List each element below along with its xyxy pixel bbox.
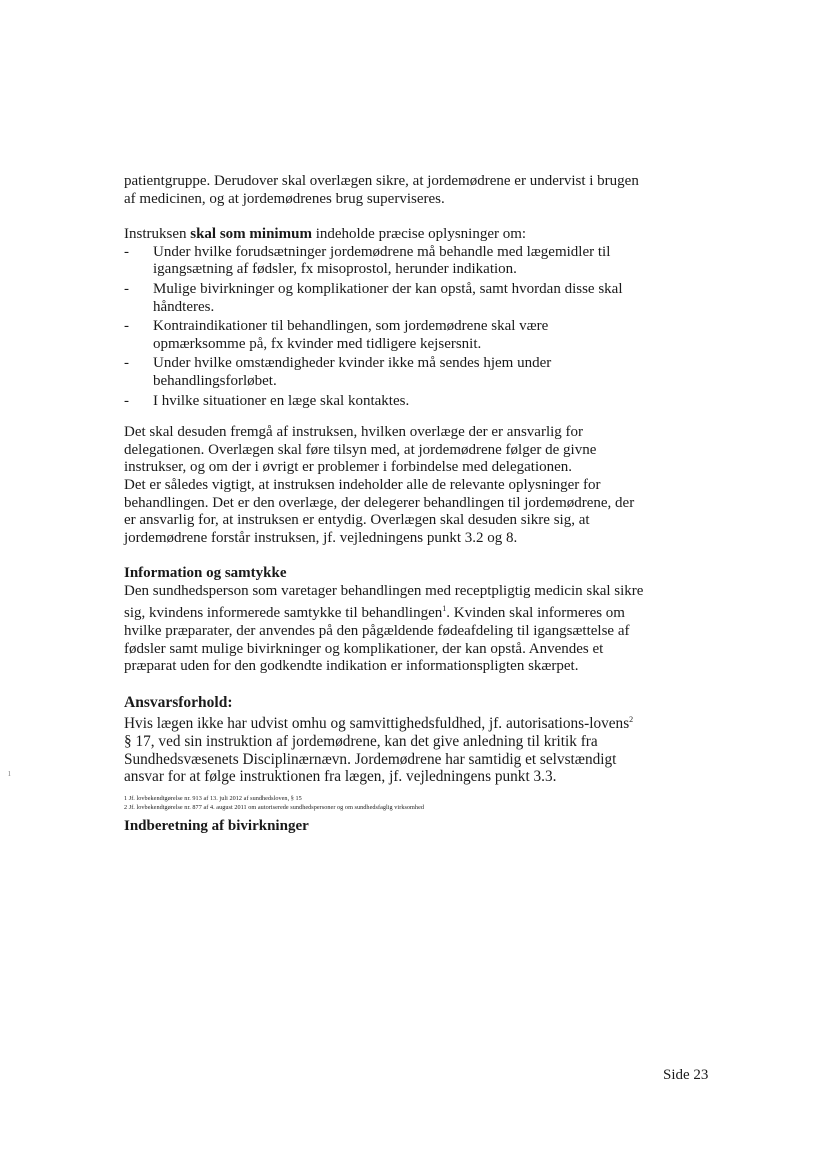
list-item-text: Mulige bivirkninger og komplikationer der kan opstå, samt hvordan disse skal håndteres. bbox=[153, 280, 623, 315]
list-item bbox=[124, 355, 644, 390]
document-body bbox=[124, 173, 644, 812]
instruks-lead bbox=[124, 226, 644, 244]
information-text-after: . Kvinden skal informeres om hvilke præparater, der anvendes på den pågældende fødeafdeling til igangsættelse af fødsler samt mulige bivirkninger og komplikationer, der kan opstå. Anvendes et præparat uden for den godkendte indikation er informationspligten skærpet. bbox=[124, 605, 630, 675]
dash-bullet: - bbox=[124, 392, 129, 409]
page-number: Side 23 bbox=[663, 1067, 709, 1083]
instruks-lead-bold: skal som minimum bbox=[190, 226, 312, 243]
instruks-lead-after: indeholde præcise oplysninger om: bbox=[311, 226, 527, 243]
ansvar-heading: Ansvarsforhold: bbox=[124, 693, 233, 711]
delegation-paragraph-2: Det er således vigtigt, at instruksen indeholder alle de relevante oplysninger for behandlingen. Det er den overlæge, der delegerer behandlingen til jordemødrene, der er ansvarlig for, at instruksen er entydig. Overlægen skal desuden sikre sig, at jordemødrene forstår instruksen, jf. vejledningens punkt 3.2 og 8. bbox=[124, 476, 635, 546]
list-item bbox=[124, 318, 644, 353]
footnote-ref-1: 1 bbox=[442, 604, 447, 614]
dash-bullet: - bbox=[124, 280, 129, 297]
list-item bbox=[124, 281, 644, 316]
footnote-2: 2 Jf. lovbekendtgørelse nr. 877 af 4. august 2011 om autoriserede sundhedspersoner og om sundhedsfaglig virksomhed bbox=[124, 803, 425, 811]
information-section bbox=[124, 565, 644, 676]
footnotes bbox=[124, 794, 644, 812]
information-text-before: Den sundhedsperson som varetager behandlingen med receptpligtig medicin skal sikre sig, kvindens informerede samtykke til behandlingen bbox=[124, 582, 644, 622]
dash-bullet: - bbox=[124, 355, 129, 372]
instruks-lead-before: Instruksen bbox=[124, 226, 191, 243]
ansvar-paragraph bbox=[124, 711, 644, 785]
ansvar-section bbox=[124, 694, 644, 786]
footnote-1: 1 Jf. lovbekendtgørelse nr. 913 af 13. juli 2012 af sundhedsloven, § 15 bbox=[124, 794, 302, 802]
ansvar-text-before: Hvis lægen ikke har udvist omhu og samvittighedsfuldhed, jf. autorisations-lovens bbox=[124, 715, 630, 733]
indberetning-heading: Indberetning af bivirkninger bbox=[124, 818, 309, 834]
information-heading: Information og samtykke bbox=[124, 565, 287, 582]
dash-bullet: - bbox=[124, 318, 129, 335]
instruks-list bbox=[124, 244, 644, 410]
list-item-text: Kontraindikationer til behandlingen, som jordemødrene skal være opmærksomme på, fx kvinder med tidligere kejsersnit. bbox=[153, 318, 549, 352]
ansvar-text-after: § 17, ved sin instruktion af jordemødrene, kan det give anledning til kritik fra Sundhedsvæsenets Disciplinærnævn. Jordemødrene har samtidig et selvstændigt ansvar for at følge instruktionen fra lægen, jf. vejledningens punkt 3.3. bbox=[124, 733, 617, 786]
information-paragraph bbox=[124, 583, 644, 676]
list-item bbox=[124, 393, 644, 411]
list-item-text: Under hvilke omstændigheder kvinder ikke må sendes hjem under behandlingsforløbet. bbox=[153, 355, 552, 389]
margin-mark: ı bbox=[8, 768, 11, 779]
intro-paragraph: patientgruppe. Derudover skal overlægen sikre, at jordemødrene er undervist i brugen af medicinen, og at jordemødrenes brug superviseres. bbox=[124, 173, 639, 207]
list-item-text: Under hvilke forudsætninger jordemødrene må behandle med lægemidler til igangsætning af fødsler, fx misoprostol, herunder indikation. bbox=[153, 243, 611, 278]
list-item-text: I hvilke situationer en læge skal kontaktes. bbox=[153, 392, 410, 409]
delegation-paragraph-1: Det skal desuden fremgå af instruksen, hvilken overlæge der er ansvarlig for delegationen. Overlægen skal føre tilsyn med, at jordemødrene følger de givne instrukser, og om der i øvrigt er problemer i forbindelse med delegationen. bbox=[124, 424, 597, 476]
dash-bullet: - bbox=[124, 243, 129, 260]
footnote-ref-2: 2 bbox=[629, 715, 634, 725]
list-item bbox=[124, 244, 644, 279]
